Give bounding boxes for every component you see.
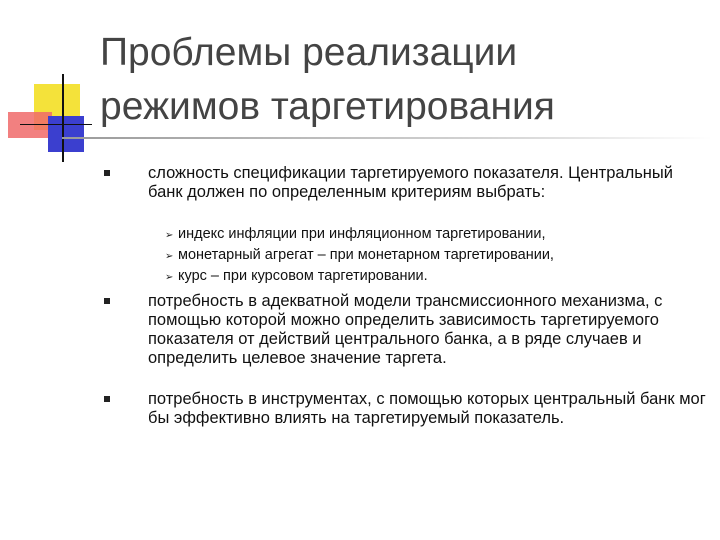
vertical-line [62,74,64,162]
slide-title [100,26,700,134]
bullet-text: потребность в инструментах, с помощью которых центральный банк мог бы эффективно влиять на таргетируемый показатель. [148,390,706,427]
red-rectangle [8,112,52,138]
bullet-item [148,292,708,368]
bullet-item [148,390,708,428]
bullet-item [148,164,708,202]
sub-bullet-text: монетарный агрегат – при монетарном таргетировании, [178,247,554,263]
horizontal-line [20,124,92,125]
arrow-bullet-icon: ➢ [165,230,174,241]
blue-square [48,116,84,152]
square-bullet-icon [104,298,110,304]
bullet-text: сложность спецификации таргетируемого показателя. Центральный банк должен по определенным критериям выбрать: [148,164,673,201]
title-line-2: режимов таргетирования [100,85,555,128]
title-divider [62,137,712,139]
decorative-logo [0,0,110,170]
sub-bullet-item [165,245,698,266]
arrow-bullet-icon: ➢ [165,251,174,262]
arrow-bullet-icon: ➢ [165,272,174,283]
sub-bullet-text: индекс инфляции при инфляционном таргетировании, [178,226,546,242]
sub-bullet-item [165,266,698,287]
square-bullet-icon [104,170,110,176]
sub-bullet-text: курс – при курсовом таргетировании. [178,268,428,284]
bullet-text: потребность в адекватной модели трансмиссионного механизма, с помощью которой можно определить зависимость таргетируемого показателя от действий центрального банка, а в ряде случаев и определить целевое значение таргета. [148,292,663,367]
title-line-1: Проблемы реализации [100,31,518,74]
sub-bullet-item [165,224,698,245]
square-bullet-icon [104,396,110,402]
